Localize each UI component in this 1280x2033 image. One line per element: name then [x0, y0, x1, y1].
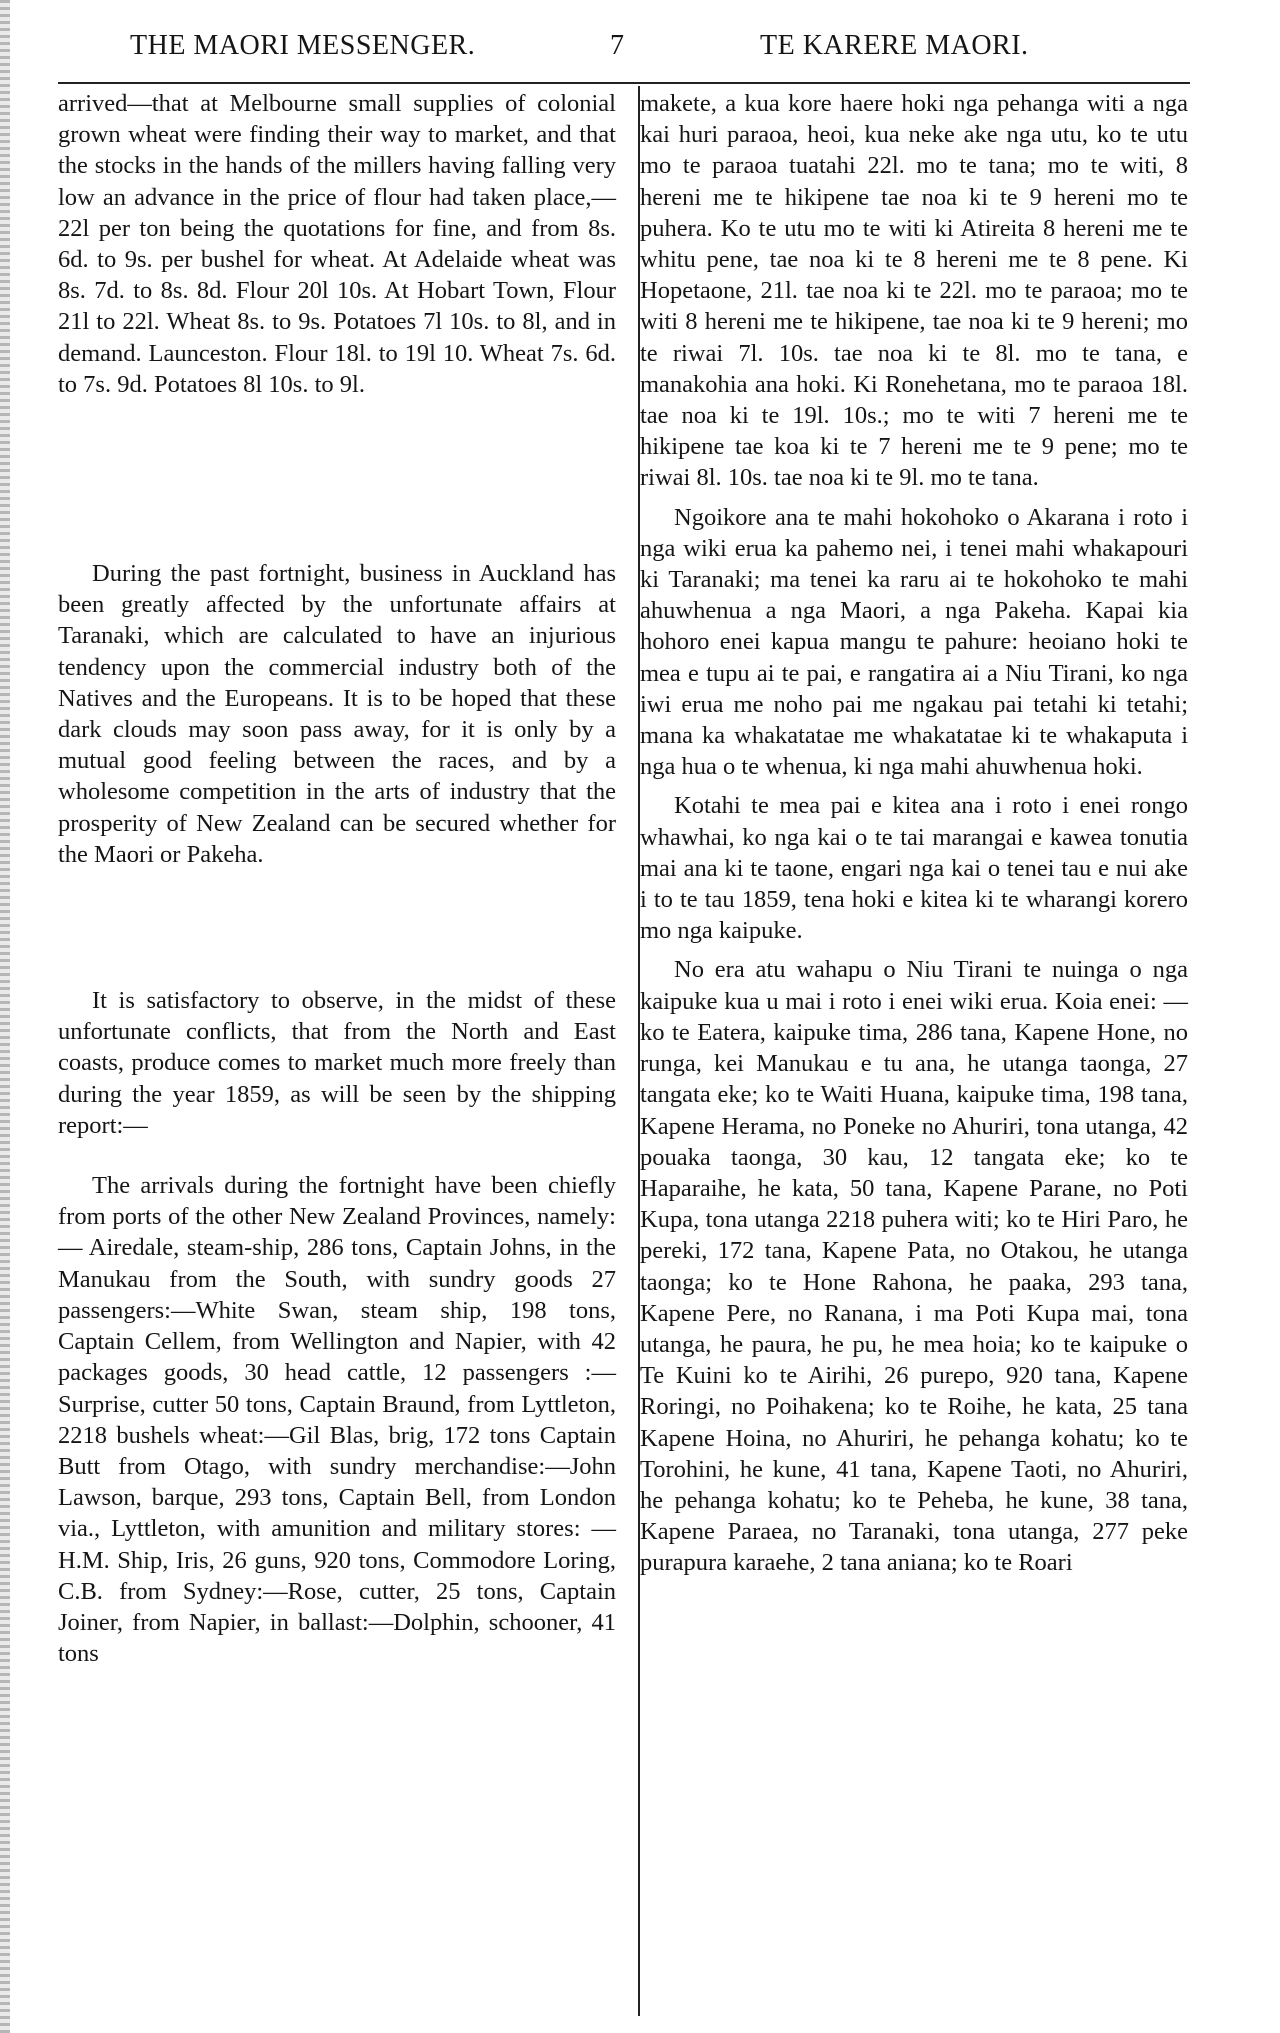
english-column [58, 88, 616, 1669]
page-edge-binding [0, 0, 10, 2033]
masthead [130, 14, 1200, 66]
maori-business-paragraph: Ngoikore ana te mahi hokohoko o Akarana i roto i nga wiki erua ka pahemo nei, i tenei mahi whakapouri ki Taranaki; ma tenei ka raru ai te hokohoko te mahi ahuwhenua a nga Maori, a nga Pakeha. Kapai kia hohoro enei kapua mangu te pahure: heoiano hoki te mea e tupu ai te pai, e rangatira ai a Niu Tirani, ko nga iwi erua me noho pai me ngakau pai tetahi ki tetahi; mana ka whakatatae me whakatatae ki te whakaputa i nga hua o te whenua, ki nga mahi ahuwhenua hoki. [640, 503, 1188, 781]
masthead-english-title: THE MAORI MESSENGER. [130, 30, 476, 61]
maori-arrivals-paragraph: No era atu wahapu o Niu Tirani te nuinga o nga kaipuke kua u mai i roto i enei wiki erua. Koia enei: —ko te Eatera, kaipuke tima, 286 tana, Kapene Hone, no runga, kei Manukau e tu ana, he utanga taonga, 27 tangata eke; ko te Waiti Huana, kaipuke tima, 198 tana, Kapene Herama, no Poneke no Ahuriri, tona utanga, 42 pouaka taonga, 30 kau, 12 tangata eke; ko te Haparaihe, he kata, 50 tana, Kapene Parane, no Poti Kupa, tona utanga 2218 puhera witi; ko te Hiri Paro, he pereki, 172 tana, Kapene Pata, no Otakou, he utanga taonga; ko te Hone Rahona, he paaka, 293 tana, Kapene Pere, no Ranana, i ma Poti Kupa mai, tona utanga, he paura, he pu, he mea hoia; ko te kaipuke o Te Kuini ko te Airihi, 26 purepo, 920 tana, Kapene Roringi, no Poihakena; ko te Roihe, he kata, 25 tana Kapene Hoina, no Ahuriri, he pehanga kohatu; ko te Torohini, he kune, 41 tana, Kapene Taoti, no Ahuriri, he pehanga kohatu; ko te Peheba, he kune, 38 tana, Kapene Paraea, no Taranaki, tona utanga, 277 peke purapura karaehe, 2 tana aniana; ko te Roari [640, 956, 1188, 1577]
maori-market-prices-paragraph: makete, a kua kore haere hoki nga pehanga witi a nga kai huri paraoa, heoi, kua neke ake nga utu, ko te utu mo te paraoa tuatahi 22l. mo te tana; mo te witi, 8 hereni me te hikipene tae noa ki te 9 hereni mo te puhera. Ko te utu mo te witi ki Atireita 8 hereni me te whitu pene, tae noa ki te 8 hereni me te 8 pene. Ki Hopetaone, 21l. tae noa ki te 22l. mo te paraoa; mo te witi 8 hereni me te hikipene, tae noa ki te 9 hereni; mo te riwai 7l. 10s. tae noa ki te 8l. mo te tana, e manakohia ana hoki. Ki Ronehetana, mo te paraoa 18l. tae noa ki te 19l. 10s.; mo te witi 7 hereni me te hikipene tae koa ki te 7 hereni me te 9 pene; mo te riwai 8l. 10s. tae noa ki te 9l. mo te tana. [640, 90, 1188, 492]
english-produce-paragraph: It is satisfactory to observe, in the midst of these unfortunate conflicts, that from the North and East coasts, produce comes to market much more freely than during the year 1859, as will be seen by the shipping report:— [58, 987, 616, 1139]
english-market-prices-paragraph: arrived—that at Melbourne small supplies of colonial grown wheat were finding their way to market, and that the stocks in the hands of the millers having falling very low an advance in the price of flour had taken place,—22l per ton being the quotations for fine, and from 8s. 6d. to 9s. per bushel for wheat. At Adelaide wheat was 8s. 7d. to 8s. 8d. Flour 20l 10s. At Hobart Town, Flour 21l to 22l. Wheat 8s. to 9s. Potatoes 7l 10s. to 8l, and in demand. Launceston. Flour 18l. to 19l 10. Wheat 7s. 6d. to 7s. 9d. Potatoes 8l 10s. to 9l. [58, 90, 616, 398]
page-number: 7 [610, 30, 625, 61]
maori-column [622, 88, 1188, 1579]
english-arrivals-paragraph: The arrivals during the fortnight have been chiefly from ports of the other New Zealand Provinces, namely: — Airedale, steam-ship, 286 tons, Captain Johns, in the Manukau from the South, with sundry goods 27 passengers:—White Swan, steam ship, 198 tons, Captain Cellem, from Wellington and Napier, with 42 packages goods, 30 head cattle, 12 passengers :—Surprise, cutter 50 tons, Captain Braund, from Lyttleton, 2218 bushels wheat:—Gil Blas, brig, 172 tons Captain Butt from Otago, with sundry merchandise:—John Lawson, barque, 293 tons, Captain Bell, from London via., Lyttleton, with amunition and military stores: —H.M. Ship, Iris, 26 guns, 920 tons, Commodore Loring, C.B. from Sydney:—Rose, cutter, 25 tons, Captain Joiner, from Napier, in ballast:—Dolphin, schooner, 41 tons [58, 1172, 616, 1668]
header-rule [58, 82, 1190, 84]
maori-produce-paragraph: Kotahi te mea pai e kitea ana i roto i enei rongo whawhai, ko nga kai o te tai marangai e kawea tonutia mai ana ki te taone, engari nga kai o tenei tau e nui ake i to te tau 1859, tena hoki e kitea ki te wharangi korero mo nga kaipuke. [640, 792, 1188, 945]
english-business-paragraph: During the past fortnight, business in Auckland has been greatly affected by the unfortunate affairs at Taranaki, which are calculated to have an injurious tendency upon the commercial industry both of the Natives and the Europeans. It is to be hoped that these dark clouds may soon pass away, for it is only by a mutual good feeling between the races, and by a wholesome competition in the arts of industry that the prosperity of New Zealand can be secured whether for the Maori or Pakeha. [58, 560, 616, 868]
masthead-maori-title: TE KARERE MAORI. [760, 30, 1029, 61]
